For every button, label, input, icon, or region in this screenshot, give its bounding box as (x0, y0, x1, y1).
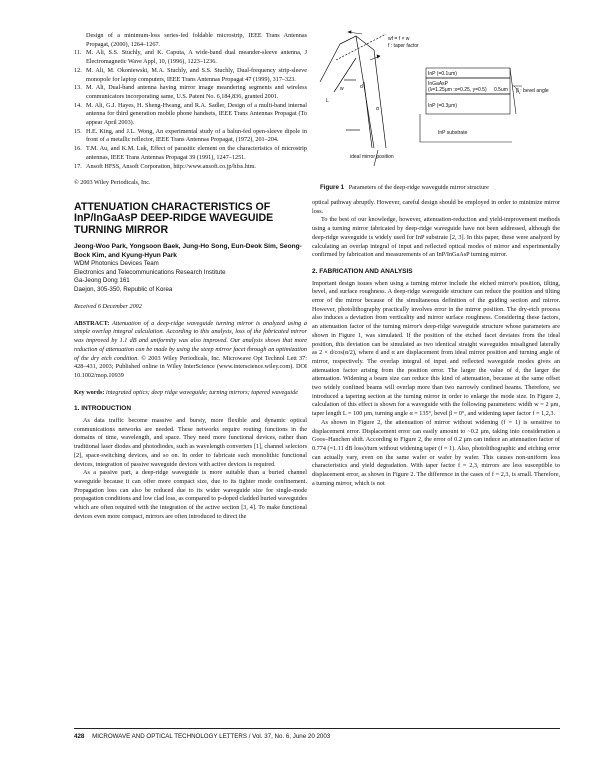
affiliation-line: Ga-Jeong Dong 161 (74, 277, 130, 285)
page-footer (74, 733, 560, 740)
reference-item: 13. M. Ali, Dual-band antenna having mirror image meandering segments and wireless communicators incorporating same, U.S. Patent No. 6,184,836, granted 2001. (74, 84, 307, 100)
layer-label-inp-substrate: InP substrate (438, 130, 468, 136)
affiliation-line: Daejon, 305-350, Republic of Korea (74, 285, 173, 293)
reference-item: 16. T.M. Au, and K.M. Luk, Effect of parasitic element on the characteristics of microstrip antennas, IEEE Trans Antennas Propagat 39 (1991), 1247–1251. (74, 145, 307, 161)
reference-item: 12. M. Ali, M. Okoniewski, M.A. Stuchly, and S.S. Stuchly, Dual-frequency strip-sleeve monopole for laptop computers, IEEE Trans Antennas Propagat 47 (1999), 317–323. (74, 66, 307, 83)
figure-label-bevel: β : bevel angle (516, 88, 549, 94)
section-heading-introduction: 1. INTRODUCTION (74, 405, 132, 413)
figure-label-l: L (326, 98, 329, 104)
keywords-label: Key words: (74, 388, 105, 396)
paragraph: As data traffic become massive and bursty, more flexible and dynamic optical communications networks are needed. These networks require routing functions in the domains of time, wavelength, and space. They need more functional devices, rather than traditional laser diodes and photodiodes, such as wavelength converters [1], channel selectors [2], space-switching devices, and so on. In order to fabricate such monolithic functional devices, integration of passive waveguide devices with active devices is required. (74, 417, 307, 468)
figure-label-d: d (360, 84, 363, 90)
left-column (74, 32, 307, 521)
reference-item: 11. M. Ali, S.S. Stuchly, and K. Caputa, A wide-band dual meander-sleeve antenna, J Electromagnetic Wave Appl, 10, (1996), 1223–1236. (74, 49, 307, 66)
figure-label-ideal: ideal mirror position (350, 154, 394, 160)
page-number: 428 (74, 733, 85, 740)
layer-label-ingaasp-thickness: 0.5um (494, 87, 508, 93)
journal-info: MICROWAVE AND OPTICAL TECHNOLOGY LETTERS / Vol. 37, No. 6, June 20 2003 (92, 733, 331, 740)
layer-label-ingaasp: InGaAsP (428, 81, 449, 87)
layer-label-inp-top: InP (=0.1um) (428, 71, 457, 77)
figure-label-alpha: α (376, 106, 379, 112)
reference-continuation: Design of a minimum-loss series-fed foldable microstrip, IEEE Trans Antennas Propagat, (2000), 1264–1267. (86, 32, 307, 48)
abstract-publication-info: © 2003 Wiley Periodicals, Inc. Microwave Opt Technol Lett 37: 428–431, 2003; Published online in Wiley InterScience (www.interscience.wiley.com). DOI 10.1002/mop.10939 (74, 354, 307, 379)
reference-item: 17. Ansoft HFSS, Ansoft Corporation, http://www.ansoft.co.jp/hfss.htm. (74, 162, 256, 170)
paragraph: Important design issues when using a turning mirror include the etched mirror's position, tilting, bevel, and surface roughness. A deep-ridge waveguide structure can reduce the position and tilting error of the mirror because of the simultaneous definition of the guiding section and mirror. However, photolithography practically involves error in the mirror position. The dry-etch process also induces a deviation from verticality and mirror surface roughness. Considering these factors, an attenuation factor of the turning mirror's deep-ridge waveguide structure whose parameters are shown in Figure 1, was simulated. If the position of the etched facet deviates from the ideal position, this deviation can be simulated as two identical straight waveguides misaligned laterally as 2 × d/cos(α/2), where d and α are displacement from ideal mirror position and turning angle of mirror, respectively. The overlap integral of input and reflected waveguide modes gives an attenuation factor arising from the position error. The larger the value of d, the larger the attenuation. Widening a beam size can reduce this kind of attenuation, because at the same offset two widely confined beams will overlap more than two narrowly confined beams. Therefore, we introduced a tapering section at the turning mirror in order to enlarge the mode size. In Figure 2, calculation of this effect is shown for a waveguide with the following parameters: width w = 2 μm, taper length L = 100 μm, turning angle α = 135°, bevel β = 0°, and widening taper factor f = 1,2,3. (312, 279, 560, 418)
affiliation-line: WDM Photonics Devices Team (74, 260, 159, 268)
reference-list (74, 32, 307, 171)
paragraph: To the best of our knowledge, however, attenuation-reduction and yield-improvement methods using a turning mirror fabricated by deep-ridge waveguide have not been addressed, although the deep-ridge waveguide is widely used for InP substrate [2, 3]. In this paper, these were analyzed by calculating an overlap integral of input and reflected optical modes of mirror and experimentally confirmed by fabrication and measurements of an InP/InGaAsP turning mirror. (312, 216, 560, 259)
abstract (74, 320, 307, 381)
right-column (312, 199, 560, 489)
figure-1-caption (320, 184, 560, 191)
keywords (74, 389, 307, 398)
received-date: Received 6 December 2002 (74, 302, 142, 310)
figure-caption-text: Parameters of the deep-ridge waveguide mirror structure (348, 184, 489, 191)
reference-item: 14. M. Ali, G.J. Hayes, H. Sheng-Hwang, and R.A. Sadler, Design of a multi-band internal antenna for third generation mobile phone handsets, IEEE Trans Antennas Propagat (To appear April 2003). (74, 101, 307, 127)
figure-label-wf: wf = f × w (388, 36, 410, 42)
footer-rule (74, 728, 560, 729)
affiliation-line: Electronics and Telecommunications Research Institute (74, 268, 226, 276)
affiliation (74, 260, 307, 294)
paragraph: As a passive part, a deep-ridge waveguide is more suitable than a buried channel waveguide because it can offer more compact size, due to its tighter mode confinement. Propagation loss can also be reduced due to its wider waveguide size for single-mode propagation conditions and low clad loss, as compared to p-doped cladded buried waveguides which are often required with the integration of the active section [3, 4]. To make functional devices even more compact, mirrors are often introduced to direct the (74, 469, 307, 520)
reference-item: 15. H.E. King, and J.L. Wong, An experimental study of a balun-fed open-sleeve dipole in front of a metallic reflector, IEEE Trans Antennas Propagat, (1972), 201–204. (74, 127, 307, 144)
paragraph: optical pathway abruptly. However, careful design should be employed in order to minimize mirror loss. (312, 199, 560, 215)
abstract-text: Attenuation of a deep-ridge waveguide turning mirror is analyzed using a simple overlap integral calculation. According to this analysis, loss of the fabricated mirror was improved by 1.1 dB and uniformity was also improved. Our analysis shows that more reduction of attenuation can be made by using the steep mirror facet through an optimization of the dry etch condition. (74, 319, 307, 362)
waveguide-structure (320, 34, 386, 148)
figure-label-taper: f : taper factor (388, 43, 419, 49)
article-title: ATTENUATION CHARACTERISTICS OF InP/InGaAsP DEEP-RIDGE WAVEGUIDE TURNING MIRROR (74, 200, 274, 236)
abstract-label: ABSTRACT: (74, 319, 110, 327)
figure-caption-label: Figure 1 (320, 184, 345, 191)
figure-label-w: w (340, 86, 344, 92)
figure-1-diagram (316, 30, 558, 182)
layer-label-inp-mid: InP (=0.3μm) (428, 103, 458, 109)
layer-label-ingaasp-composition: (λ=1.25μm :x=0.25, y=0.5) (428, 87, 487, 93)
keywords-text: integrated optics; deep ridge waveguide; turning mirrors; tapered waveguide (105, 388, 298, 396)
paragraph: As shown in Figure 2, the attenuation of mirror without widening (f = 1) is sensitive to displacement error. Displacement error can easily amount to ~0.2 μm, taking into consideration a Goos–Hanchen shift. According to Figure 2, the error of 0.2 μm can induce an attenuation factor of 0.774 (=1.11 dB loss)/turn without widening taper (f = 1). Also, photolithographic and etching error can actually vary, even on the same wafer or wafer by wafer. This causes non-uniform loss characteristics and yield degradation. With taper factor f = 2,3, mirrors are less susceptible to displacement error, as shown in Figure 2. The difference in the cases of f = 2,3, is small. Therefore, a turning mirror, which is not (312, 418, 560, 487)
section-heading-fabrication: 2. FABRICATION AND ANALYSIS (312, 267, 413, 275)
copyright-notice: © 2003 Wiley Periodicals, Inc. (74, 179, 151, 187)
author-list: Jeong-Woo Park, Yongsoon Baek, Jung-Ho Song, Eun-Deok Sim, Seong-Bock Kim, and Kyung-Hyun Park (74, 243, 302, 259)
